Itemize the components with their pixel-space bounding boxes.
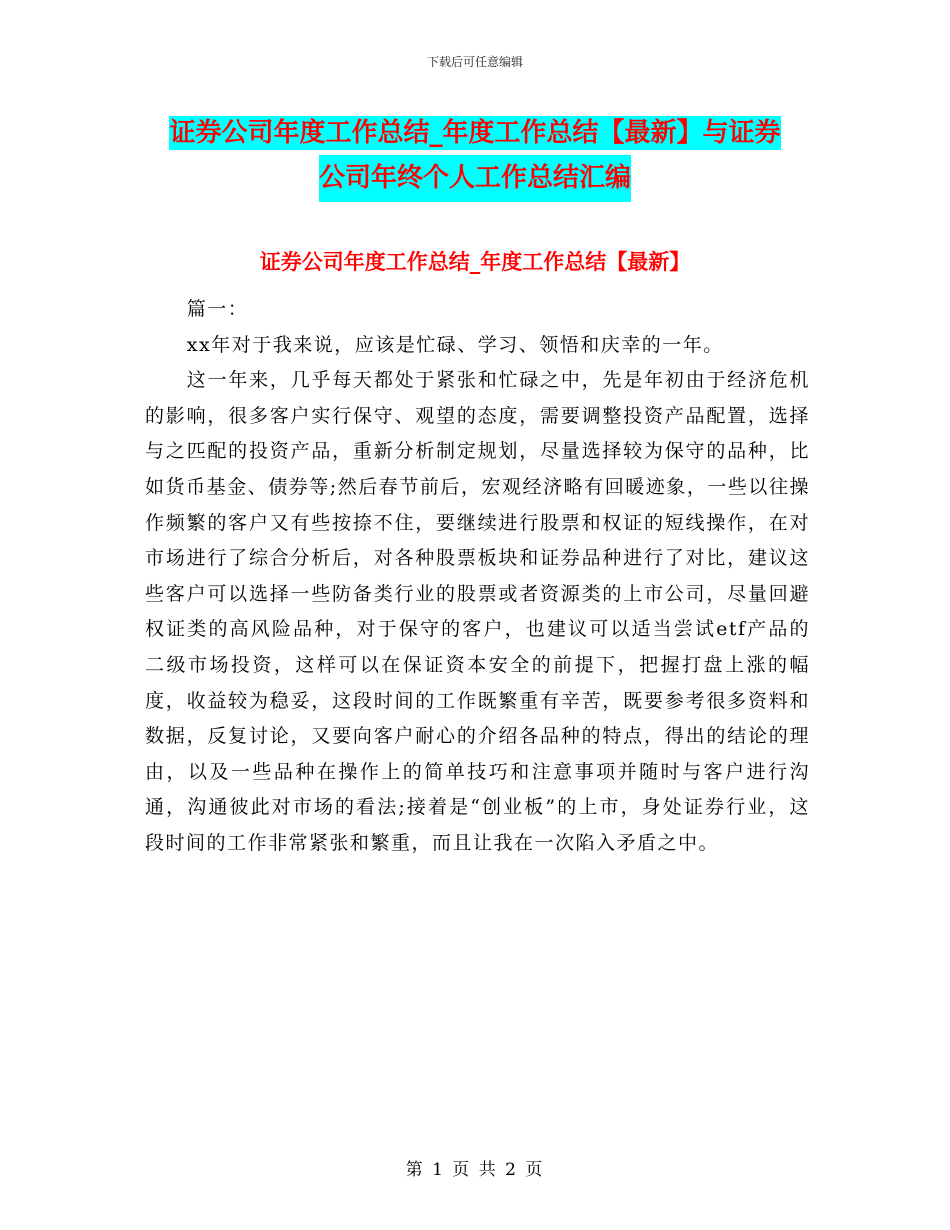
paragraph: 这一年来，几乎每天都处于紧张和忙碌之中，先是年初由于经济危机的影响，很多客户实行保守、观望的态度，需要调整投资产品配置，选择与之匹配的投资产品，重新分析制定规划，尽量选择较为保守的品种，比如货币基金、债券等;然后春节前后，宏观经济略有回暖迹象，一些以往操作频繁的客户又有些按捺不住，要继续进行股票和权证的短线操作，在对市场进行了综合分析后，对各种股票板块和证券品种进行了对比，建议这些客户可以选择一些防备类行业的股票或者资源类的上市公司，尽量回避权证类的高风险品种，对于保守的客户，也建议可以适当尝试etf产品的二级市场投资，这样可以在保证资本安全的前提下，把握打盘上涨的幅度，收益较为稳妥，这段时间的工作既繁重有辛苦，既要参考很多资料和数据，反复讨论，又要向客户耐心的介绍各品种的特点，得出的结论的理由，以及一些品种在操作上的简单技巧和注意事项并随时与客户进行沟通，沟通彼此对市场的看法;接着是“创业板”的上市，身处证券行业，这段时间的工作非常紧张和繁重，而且让我在一次陷入矛盾之中。 bbox=[145, 369, 810, 854]
header-note: 下载后可任意编辑 bbox=[426, 55, 523, 69]
title-line-2: 公司年终个人工作总结汇编 bbox=[319, 155, 631, 202]
document-title bbox=[0, 112, 950, 202]
paragraph: xx年对于我来说，应该是忙碌、学习、领悟和庆幸的一年。 bbox=[186, 333, 724, 356]
body-text bbox=[145, 292, 810, 862]
title-line-1: 证券公司年度工作总结_年度工作总结【最新】与证券 bbox=[169, 118, 781, 148]
page-number: 第 1 页 共 2 页 bbox=[405, 1160, 545, 1180]
paragraph: 篇一： bbox=[186, 298, 249, 320]
section-title: 证券公司年度工作总结_年度工作总结【最新】 bbox=[259, 250, 691, 274]
